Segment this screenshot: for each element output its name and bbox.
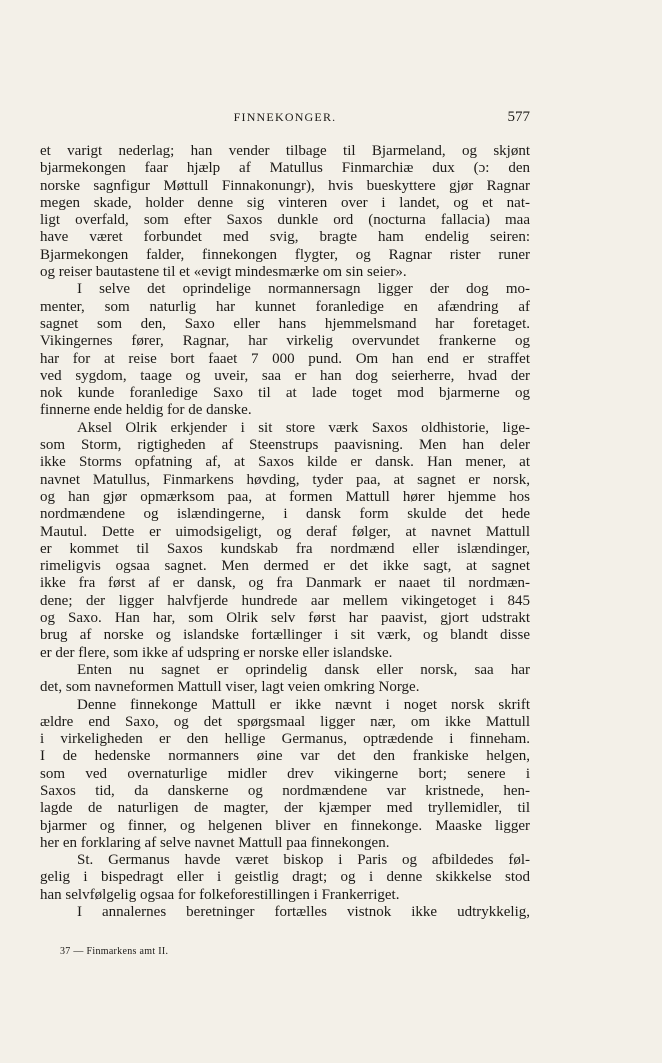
text-line: som ved overnaturlige midler drev vikingerne bort; senere i [40, 765, 530, 782]
text-line: finnerne ende heldig for de danske. [40, 402, 252, 419]
text-line: sagnet som den, Saxo eller hans hjemmelsmand har foretaget. [40, 315, 530, 332]
signature-mark: 37 — Finmarkens amt II. [60, 946, 169, 957]
text-line: bjarmekongen faar hjælp af Matullus Finmarchiæ dux (ɔ: den [40, 160, 530, 177]
text-line: navnet Matullus, Finmarkens høvding, tyder paa, at sagnet er norsk, [40, 471, 530, 488]
text-line: det, som navneformen Mattull viser, lagt veien omkring Norge. [40, 679, 420, 696]
text-line: og han gjør opmærksom paa, at formen Mattull hører hjemme hos [40, 488, 530, 505]
text-line: Enten nu sagnet er oprindelig dansk eller norsk, saa har [77, 661, 530, 678]
text-line: her en forklaring af selve navnet Mattull paa finnekongen. [40, 834, 390, 851]
text-line: han selvfølgelig ogsaa for folkeforestillingen i Frankerriget. [40, 886, 400, 903]
text-line: menter, som naturlig har kunnet foranledige en afændring af [40, 298, 530, 315]
text-line: Mautul. Dette er uimodsigeligt, og deraf følger, at navnet Mattull [40, 523, 530, 540]
text-line: er kommet til Saxos kundskab fra nordmænd eller islændinger, [40, 540, 530, 557]
text-line: bjarmer og finner, og helgenen bliver en finnekonge. Maaske ligger [40, 817, 530, 834]
text-line: Denne finnekonge Mattull er ikke nævnt i noget norsk skrift [77, 696, 530, 713]
text-line: Saxos tid, da danskerne og nordmændene var kristnede, hen- [40, 782, 530, 799]
text-line: brug af norske og islandske fortællinger i sit værk, og blandt disse [40, 627, 530, 644]
text-line: have været forbundet med svig, bragte ham endelig seiren: [40, 229, 530, 246]
text-line: St. Germanus havde været biskop i Paris og afbildedes føl- [77, 852, 530, 869]
text-line: lagde de naturligen de magter, der kjæmper med tryllemidler, til [40, 800, 530, 817]
text-line: ikke Storms opfatning af, at Saxos kilde er dansk. Han mener, at [40, 454, 530, 471]
text-line: og reiser bautastene til et «evigt mindesmærke om sin seier». [40, 264, 407, 281]
text-line: Aksel Olrik erkjender i sit store værk Saxos oldhistorie, lige- [77, 419, 530, 436]
text-line: et varigt nederlag; han vender tilbage til Bjarmeland, og skjønt [40, 143, 530, 159]
body-text [40, 143, 530, 921]
text-line: I de hedenske normanners øine var det den frankiske helgen, [40, 748, 530, 765]
running-head: FINNEKONGER. [233, 110, 337, 124]
text-line: Vikingernes fører, Ragnar, har virkelig overvundet frankerne og [40, 333, 530, 350]
text-line: har for at reise bort faaet 7 000 pund. Om han end er straffet [40, 350, 530, 367]
text-line: ældre end Saxo, og det spørgsmaal ligger nær, om ikke Mattull [40, 713, 530, 730]
text-line: I annalernes beretninger fortælles vistnok ikke udtrykkelig, [77, 904, 530, 921]
text-line: ligt overfald, som efter Saxos dunkle ord (nocturna fallacia) maa [40, 212, 530, 229]
text-line: nordmændene og islændingerne, i dansk form skulde det hede [40, 506, 530, 523]
page-header [40, 110, 530, 128]
text-line: norske sagnfigur Møttull Finnakonungr), hvis bueskyttere gjør Ragnar [40, 177, 530, 194]
text-line: nok kunde foranledige Saxo til at lade toget mod bjarmerne og [40, 385, 530, 402]
text-line: I selve det oprindelige normannersagn ligger der dog mo- [77, 281, 530, 298]
text-line: megen skade, holder denne sig vinteren over i landet, og et nat- [40, 194, 530, 211]
text-line: er der flere, som ikke af udspring er norske eller islandske. [40, 644, 393, 661]
page-number: 577 [507, 109, 530, 125]
text-line: Bjarmekongen falder, finnekongen flygter, og Ragnar rister runer [40, 246, 530, 263]
text-line: ikke fra først af er dansk, og fra Danmark er naaet til nordmæn- [40, 575, 530, 592]
text-line: gelig i bispedragt eller i geistlig dragt; og i denne skikkelse stod [40, 869, 530, 886]
text-line: og Saxo. Han har, som Olrik selv først har paavist, gjort udstrakt [40, 610, 530, 627]
text-line: ved sygdom, taage og uveir, saa er han dog seierherre, hvad der [40, 367, 530, 384]
text-line: dene; der ligger halvfjerde hundrede aar mellem vikingetoget i 845 [40, 592, 530, 609]
text-line: rimeligvis ogsaa sagnet. Men dermed er det ikke sagt, at sagnet [40, 558, 530, 575]
text-line: i virkeligheden er den hellige Germanus, optrædende i finneham. [40, 731, 530, 748]
text-line: som Storm, rigtigheden af Steenstrups paavisning. Men han deler [40, 437, 530, 454]
